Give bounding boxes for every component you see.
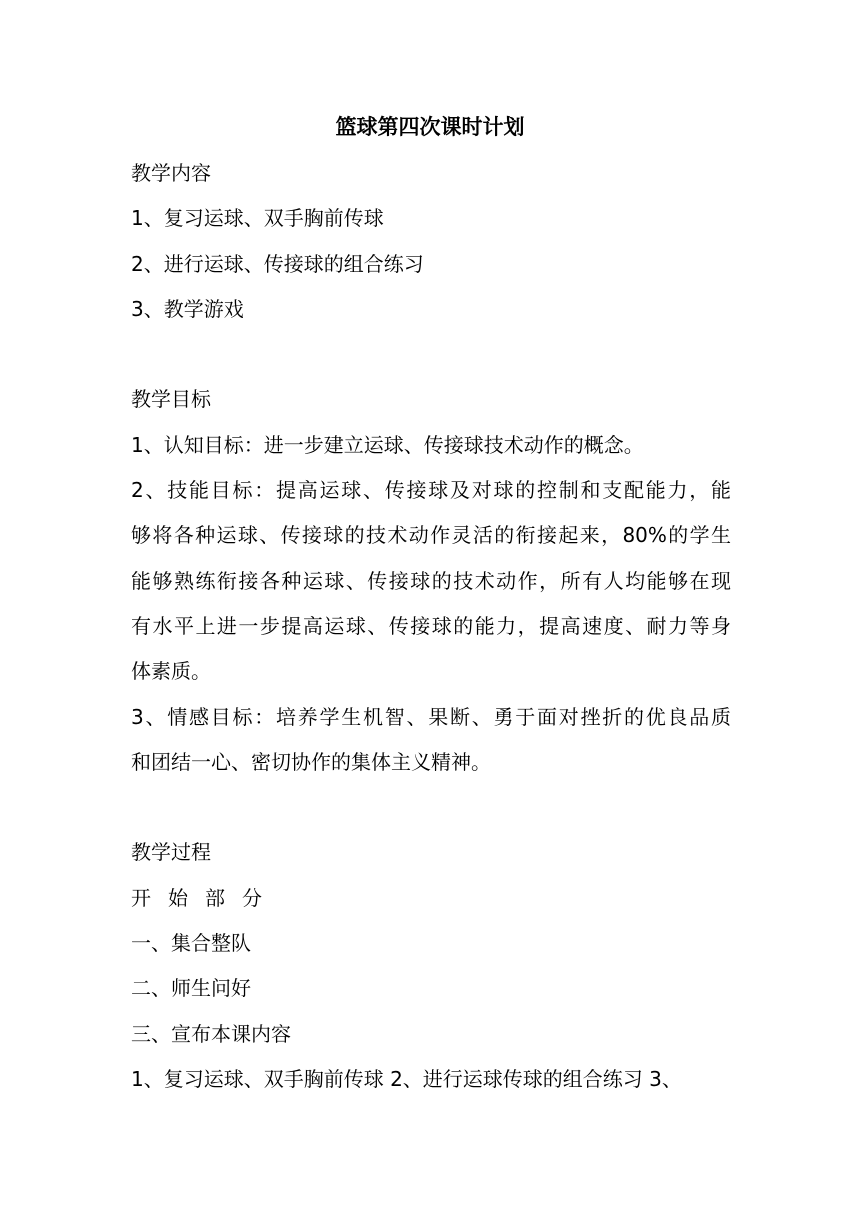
objective-affective-line-1: 3、情感目标：培养学生机智、果断、勇于面对挫折的优良品质 bbox=[131, 704, 731, 729]
objective-skill-line-2: 够将各种运球、传接球的技术动作灵活的衔接起来，80%的学生 bbox=[131, 523, 731, 548]
blank-line bbox=[131, 337, 731, 382]
process-step-2: 二、师生问好 bbox=[131, 976, 251, 1001]
objective-skill-line-4: 有水平上进一步提高运球、传接球的能力，提高速度、耐力等身 bbox=[131, 613, 731, 638]
objective-cognitive: 1、认知目标：进一步建立运球、传接球技术动作的概念。 bbox=[131, 432, 644, 457]
section-heading-objectives: 教学目标 bbox=[131, 387, 211, 412]
objective-skill-line-5: 体素质。 bbox=[131, 659, 211, 684]
blank-line bbox=[131, 790, 731, 835]
section-heading-process: 教学过程 bbox=[131, 840, 211, 865]
subsection-heading-opening: 开始部分 bbox=[131, 885, 279, 910]
document-title: 篮球第四次课时计划 bbox=[335, 115, 525, 139]
content-item-2: 2、进行运球、传接球的组合练习 bbox=[131, 251, 424, 276]
process-step-3-detail: 1、复习运球、双手胸前传球 2、进行运球传球的组合练习 3、 bbox=[131, 1066, 682, 1091]
objective-affective-line-2: 和团结一心、密切协作的集体主义精神。 bbox=[131, 749, 491, 774]
section-heading-content: 教学内容 bbox=[131, 161, 211, 185]
process-step-3: 三、宣布本课内容 bbox=[131, 1021, 291, 1046]
content-item-3: 3、教学游戏 bbox=[131, 296, 244, 321]
objective-skill-line-3: 能够熟练衔接各种运球、传接球的技术动作，所有人均能够在现 bbox=[131, 568, 731, 593]
content-item-1: 1、复习运球、双手胸前传球 bbox=[131, 206, 384, 231]
process-step-1: 一、集合整队 bbox=[131, 931, 251, 956]
document-body bbox=[131, 156, 731, 1107]
objective-skill-line-1: 2、技能目标：提高运球、传接球及对球的控制和支配能力，能 bbox=[131, 478, 731, 503]
